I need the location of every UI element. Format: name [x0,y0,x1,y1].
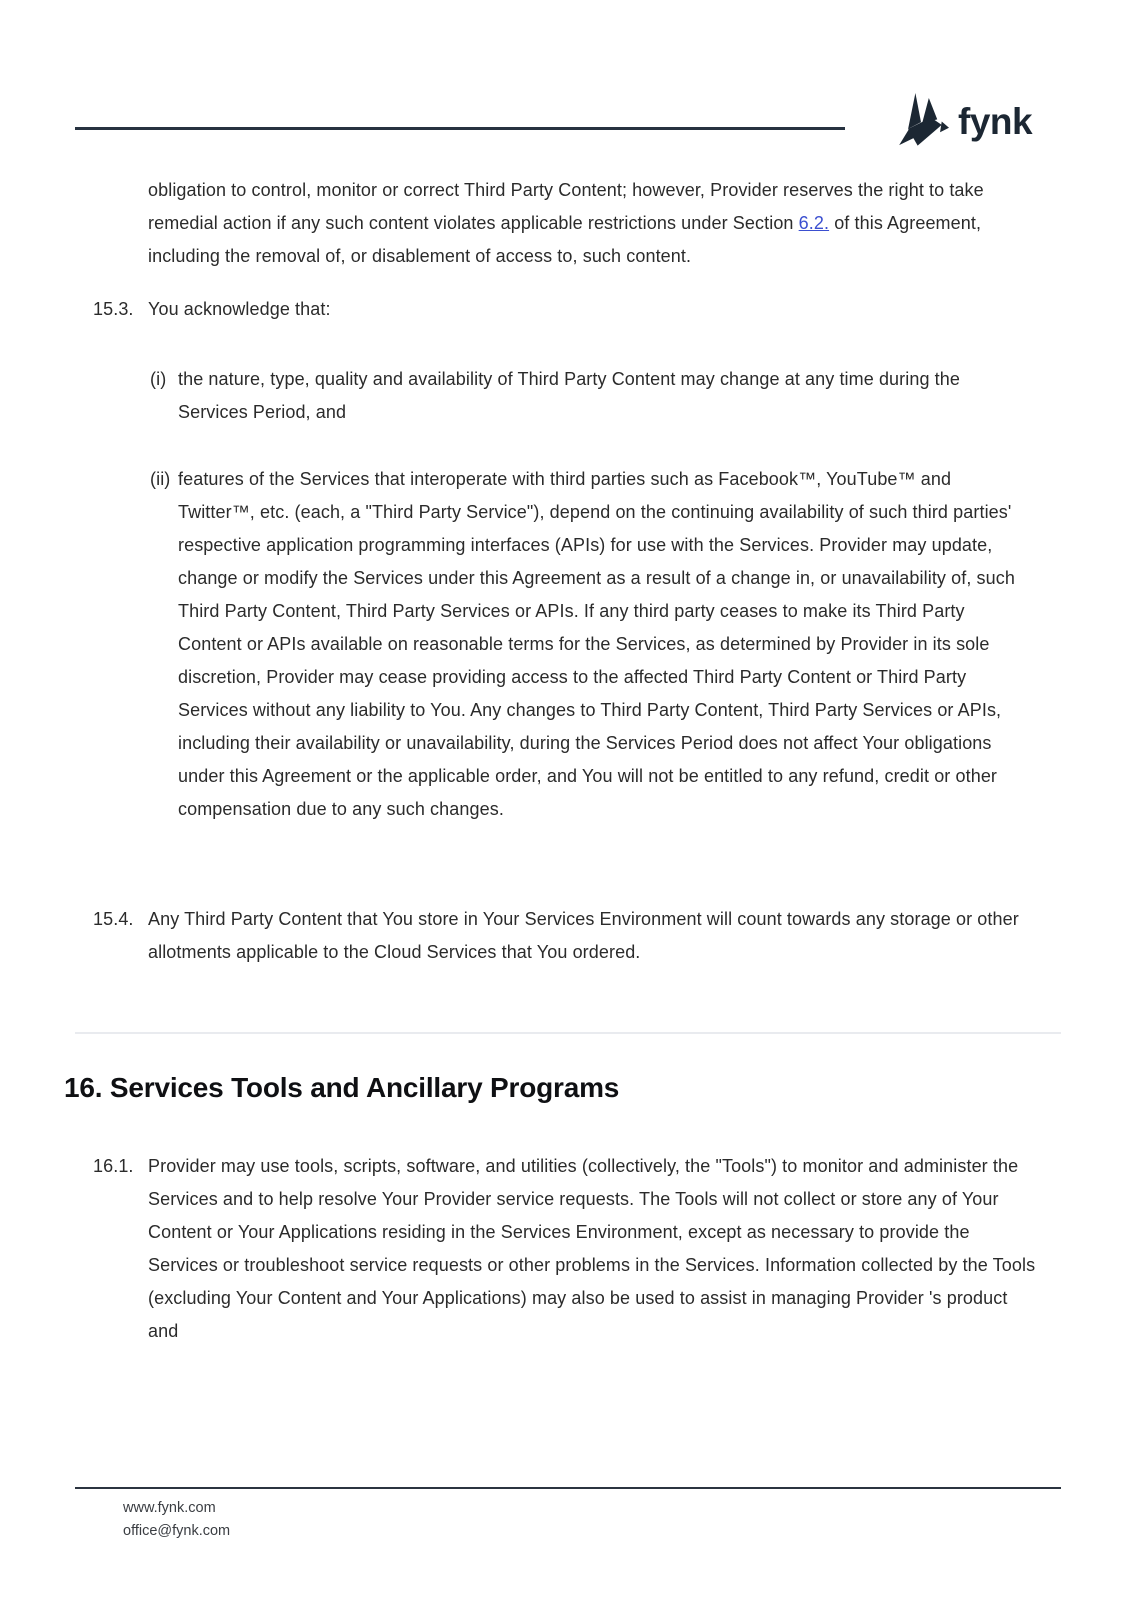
header-divider [75,127,845,130]
footer-website: www.fynk.com [123,1500,216,1516]
fynk-logo [893,92,1032,150]
subitem-marker: (ii) [150,469,171,489]
clause-number: 15.3. [93,299,134,319]
subitem-ii [150,463,1026,826]
section-divider [75,1032,1061,1034]
subitem-i [150,363,1026,429]
subitem-text: the nature, type, quality and availability of Third Party Content may change at any time during the Services Period, and [178,369,961,422]
clause-16-1 [93,1150,1038,1348]
origami-bird-icon [893,92,949,150]
continuation-text-before-link: obligation to control, monitor or correct Third Party Content; however, Provider reserves the right to take remedial action if any such content violates applicable restrictions under Section [148,180,984,233]
brand-wordmark: fynk [958,100,1033,142]
clause-text: You acknowledge that: [148,299,331,319]
clause-continuation-paragraph [148,174,1038,273]
subitem-text: features of the Services that interoperate with third parties such as Facebook™, YouTube™ and Twitter™, etc. (each, a "Third Party Service"), depend on the continuing availability of such third parties' respective application programming interfaces (APIs) for use with the Services. Provider may update, change or modify the Services under this Agreement as a result of a change in, or unavailability of, such Third Party Content, Third Party Services or APIs. If any third party ceases to make its Third Party Content or APIs available on reasonable terms for the Services, as determined by Provider in its sole discretion, Provider may cease providing access to the affected Third Party Content or Third Party Services without any liability to You. Any changes to Third Party Content, Third Party Services or APIs, including their availability or unavailability, during the Services Period does not affect Your obligations under this Agreement or the applicable order, and You will not be entitled to any refund, credit or other compensation due to any such changes. [178,469,1015,819]
clause-text: Provider may use tools, scripts, software, and utilities (collectively, the "Tools") to monitor and administer the Services and to help resolve Your Provider service requests. The Tools will not collect or store any of Your Content or Your Applications residing in the Services Environment, except as necessary to provide the Services or troubleshoot service requests or other problems in the Services. Information collected by the Tools (excluding Your Content and Your Applications) may also be used to assist in managing Provider 's product and [148,1156,1036,1341]
continuation-text-after-link: of this Agreement, including the removal of, or disablement of access to, such content. [148,213,982,266]
footer-divider [75,1487,1061,1489]
section-16-heading: 16. Services Tools and Ancillary Programs [64,1072,620,1103]
clause-number: 15.4. [93,909,134,929]
clause-15-3 [93,293,1038,326]
section-6-2-link[interactable]: 6.2. [798,213,830,233]
clause-number: 16.1. [93,1156,134,1176]
clause-15-4 [93,903,1038,969]
subitem-marker: (i) [150,369,167,389]
footer-email: office@fynk.com [123,1523,231,1539]
clause-text: Any Third Party Content that You store in Your Services Environment will count towards any storage or other allotments applicable to the Cloud Services that You ordered. [148,909,1019,962]
page-footer [123,1497,230,1543]
